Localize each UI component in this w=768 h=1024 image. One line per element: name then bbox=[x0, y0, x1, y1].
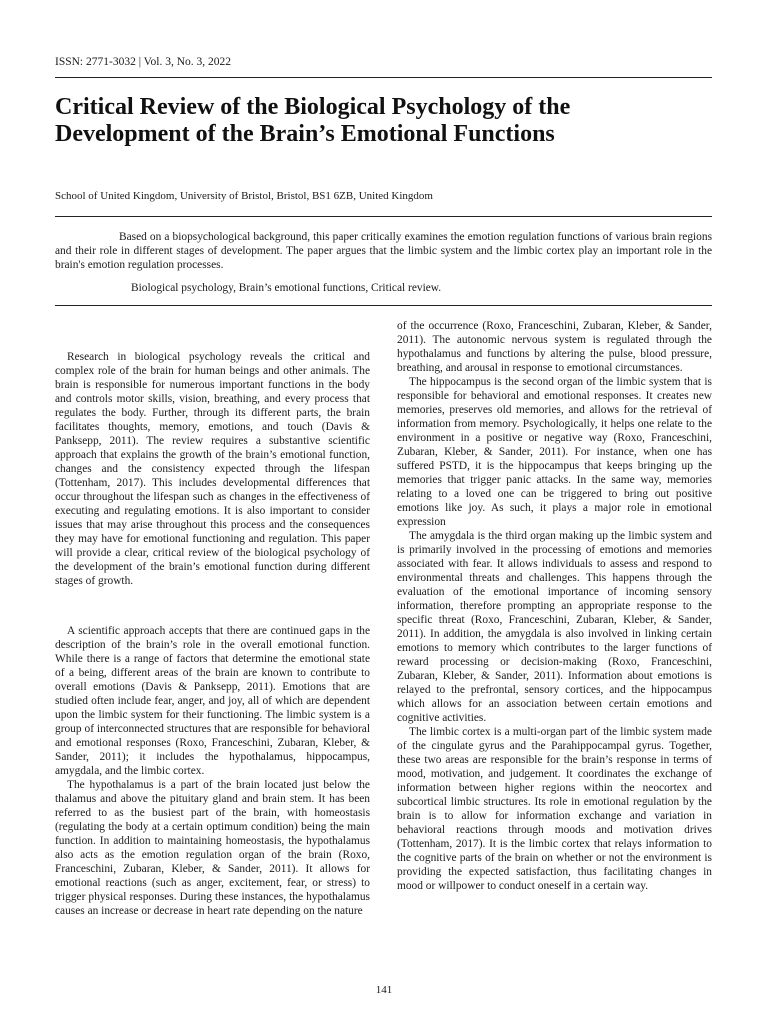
author-affiliation: School of United Kingdom, University of Bristol, Bristol, BS1 6ZB, United Kingdom bbox=[55, 190, 433, 202]
keywords-text: Biological psychology, Brain’s emotional functions, Critical review. bbox=[131, 282, 442, 294]
article-title: Critical Review of the Biological Psychology of the Development of the Brain’s Emotional Functions bbox=[55, 94, 571, 147]
body-paragraph: The amygdala is the third organ making up the limbic system and is primarily involved in the processing of emotions and memories associated with fear. It allows individuals to assess and respond to environmental threats and challenges. This happens through the evaluation of the emotional importance of incoming sensory information, therefore prompting an appropriate response to the specific threat (Roxo, Franceschini, Zubaran, Kleber, & Sander, 2011). In addition, the amygdala is also involved in linking certain emotions to memory which contributes to the larger functions of reward processing or decision-making (Roxo, Franceschini, Zubaran, Kleber, & Sander, 2011). Information about emotions is relayed to the prefrontal, sensory cortices, and the hippocampus which allows for an association between certain emotions and cognitive activities. bbox=[397, 530, 712, 724]
left-column bbox=[55, 350, 370, 918]
body-paragraph: The hippocampus is the second organ of the limbic system that is responsible for behavioral and emotional responses. It creates new memories, preserves old memories, and allows for the retrieval of information from memory. Psychologically, it helps one relate to the environment in a positive or negative way (Roxo, Franceschini, Zubaran, Kleber, & Sander, 2011). For instance, when one has suffered PSTD, it is the hippocampus that keeps bringing up the memories that trigger panic attacks. In the same way, memories relating to a loved one can be triggered to bring out positive emotions like joy. As such, it plays a major role in emotional expression bbox=[397, 376, 712, 528]
right-column bbox=[397, 319, 712, 893]
section-gap bbox=[55, 588, 370, 624]
continued-paragraph: of the occurrence (Roxo, Franceschini, Zubaran, Kleber, & Sander, 2011). The autonomic nervous system is regulated through the hypothalamus and functions by altering the pulse, blood pressure, breathing, and arousal in response to emotional circumstances. bbox=[397, 320, 712, 374]
page-number: 141 bbox=[375, 984, 393, 996]
body-paragraph: The hypothalamus is a part of the brain located just below the thalamus and above the pituitary gland and brain stem. It has been referred to as the busiest part of the brain, with homeostasis (regulating the body at a certain optimum condition) being the main function. In addition to maintaining homeostasis, the hypothalamus also acts as the emotion regulation organ of the brain (Roxo, Franceschini, Zubaran, Kleber, & Sander, 2011). It allows for emotional reactions (such as anger, excitement, fear, or stress) to trigger physical responses. During these instances, the hypothalamus causes an increase or decrease in heart rate depending on the nature bbox=[55, 779, 370, 917]
abstract-bottom-rule bbox=[55, 305, 712, 306]
intro-paragraph: Research in biological psychology reveals the critical and complex role of the brain for human beings and other animals. The brain is responsible for numerous important functions in the body and controls motor skills, vision, breathing, and every process that regulates the body. Further, through its different parts, the brain facilitates thoughts, memory, emotions, and touch (Davis & Panksepp, 2011). The review requires a substantive scientific approach that explains the growth of the brain’s emotional function, changes and the consistency expected through the lifespan (Tottenham, 2017). This includes developmental differences that occur throughout the lifespan such as changes in the effectiveness of executing and regulating emotions. It is also important to consider issues that may arise throughout this process and the consequences they may have for emotional functioning and regulation. This paper will provide a clear, critical review of the biological psychology of the development of the brain’s emotional function during different stages of growth. bbox=[55, 351, 370, 587]
abstract-top-rule bbox=[55, 216, 712, 217]
header-rule bbox=[55, 77, 712, 78]
journal-info: ISSN: 2771-3032 | Vol. 3, No. 3, 2022 bbox=[55, 56, 231, 68]
body-paragraph: The limbic cortex is a multi-organ part of the limbic system made of the cingulate gyrus and the Parahippocampal gyrus. Together, these two areas are responsible for the brain’s response in terms of mood, motivation, and judgement. It coordinates the exchange of information between higher regions within the neocortex and subcortical limbic structures. Its role in emotional regulation by the brain is to allow for information exchange and variation in behavioral reactions through moods and motivation drives (Tottenham, 2017). It is the limbic cortex that relays information to the cognitive parts of the brain on whether or not the environment is providing the expected satisfaction, thus facilitating changes in mood or willpower to conduct oneself in a certain way. bbox=[397, 726, 712, 892]
body-paragraph: A scientific approach accepts that there are continued gaps in the description of the brain’s role in the overall emotional function. While there is a range of factors that determine the emotional state of a being, different areas of the brain are known to contribute to overall emotions (Davis & Panksepp, 2011). Emotions that are studied often include fear, anger, and joy, all of which are dependent upon the limbic system for their functioning. The limbic system is a group of interconnected structures that are responsible for behavioral and emotional responses (Roxo, Franceschini, Zubaran, Kleber, & Sander, 2011); it includes the hypothalamus, hippocampus, amygdala, and the limbic cortex. bbox=[55, 625, 370, 777]
abstract-text: Based on a biopsychological background, this paper critically examines the emotion regulation functions of various brain regions and their role in different stages of development. The paper argues that the limbic system and the limbic cortex play an important role in the brain's emotion regulation processes. bbox=[55, 231, 712, 271]
